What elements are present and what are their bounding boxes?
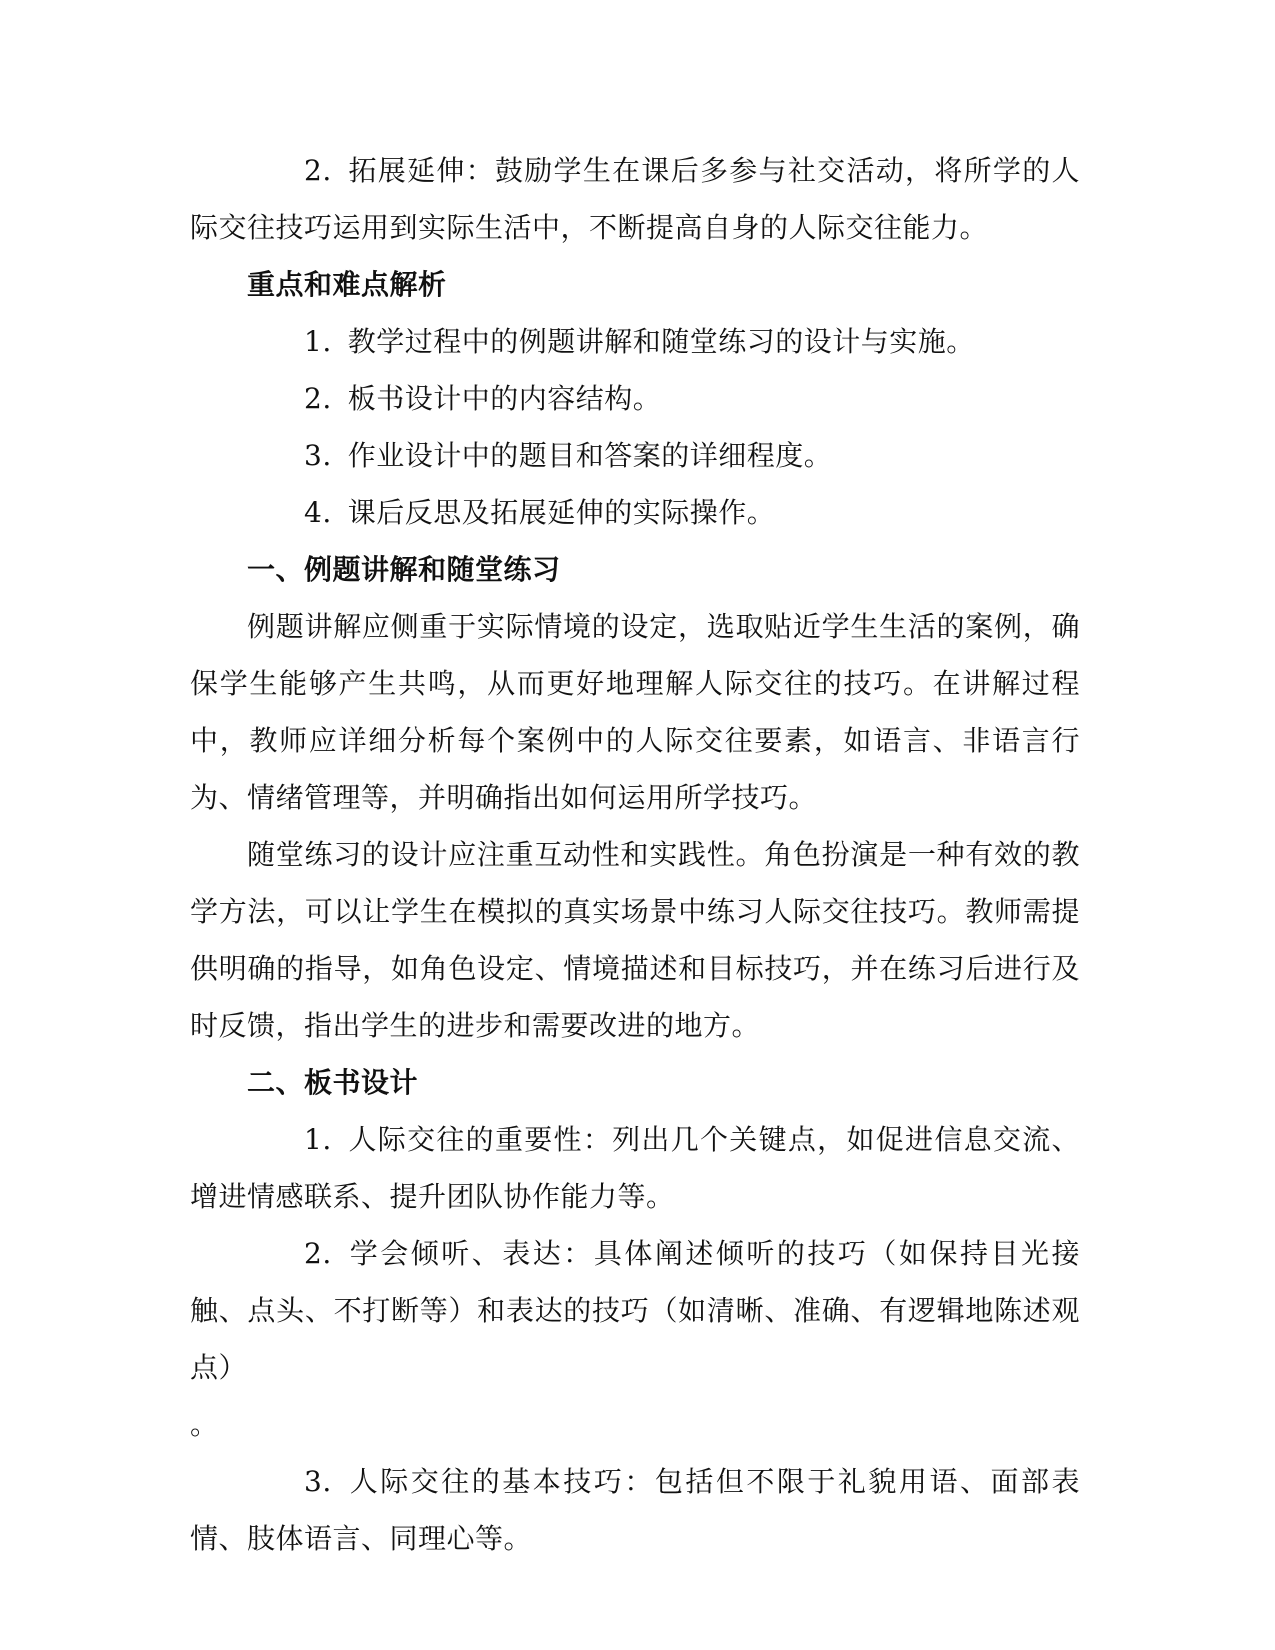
item-text: 拓展延伸：鼓励学生在课后多参与社交活动，将所学的人际交往技巧运用到实际生活中，不断提高自身的人际交往能力。 (190, 154, 1080, 244)
item-number: 2. (304, 382, 332, 415)
paragraph-extension (190, 142, 1080, 256)
list-item (190, 1225, 1080, 1396)
item-number: 4. (304, 496, 332, 529)
list-item (190, 370, 1080, 427)
list-item (190, 427, 1080, 484)
item-number: 3. (304, 1465, 332, 1498)
list-item (190, 313, 1080, 370)
item-text: 作业设计中的题目和答案的详细程度。 (347, 439, 833, 472)
item-number: 2. (304, 154, 332, 187)
list-item (190, 484, 1080, 541)
item-number: 1. (304, 1123, 332, 1156)
item-number: 1. (304, 325, 332, 358)
item-text: 课后反思及拓展延伸的实际操作。 (347, 496, 776, 529)
item-text: 学会倾听、表达：具体阐述倾听的技巧（如保持目光接触、点头、不打断等）和表达的技巧（如清晰、准确、有逻辑地陈述观点） (190, 1237, 1080, 1384)
list-item (190, 1111, 1080, 1225)
item-number: 2. (304, 1237, 332, 1270)
list-item-tail-punctuation: 。 (190, 1408, 219, 1441)
heading-board-design: 二、板书设计 (247, 1066, 419, 1099)
heading-examples-practice: 一、例题讲解和随堂练习 (247, 553, 561, 586)
item-text: 人际交往的重要性：列出几个关键点，如促进信息交流、增进情感联系、提升团队协作能力等。 (190, 1123, 1080, 1213)
item-number: 3. (304, 439, 332, 472)
item-text: 板书设计中的内容结构。 (347, 382, 662, 415)
item-text: 教学过程中的例题讲解和随堂练习的设计与实施。 (347, 325, 975, 358)
heading-key-points: 重点和难点解析 (247, 268, 447, 301)
paragraph-practice: 随堂练习的设计应注重互动性和实践性。角色扮演是一种有效的教学方法，可以让学生在模拟的真实场景中练习人际交往技巧。教师需提供明确的指导，如角色设定、情境描述和目标技巧，并在练习后进行及时反馈，指出学生的进步和需要改进的地方。 (190, 838, 1080, 1042)
item-text: 人际交往的基本技巧：包括但不限于礼貌用语、面部表情、肢体语言、同理心等。 (190, 1465, 1080, 1555)
paragraph-examples: 例题讲解应侧重于实际情境的设定，选取贴近学生生活的案例，确保学生能够产生共鸣，从而更好地理解人际交往的技巧。在讲解过程中，教师应详细分析每个案例中的人际交往要素，如语言、非语言行为、情绪管理等，并明确指出如何运用所学技巧。 (190, 610, 1080, 814)
document-page (190, 142, 1080, 1567)
list-item (190, 1453, 1080, 1567)
